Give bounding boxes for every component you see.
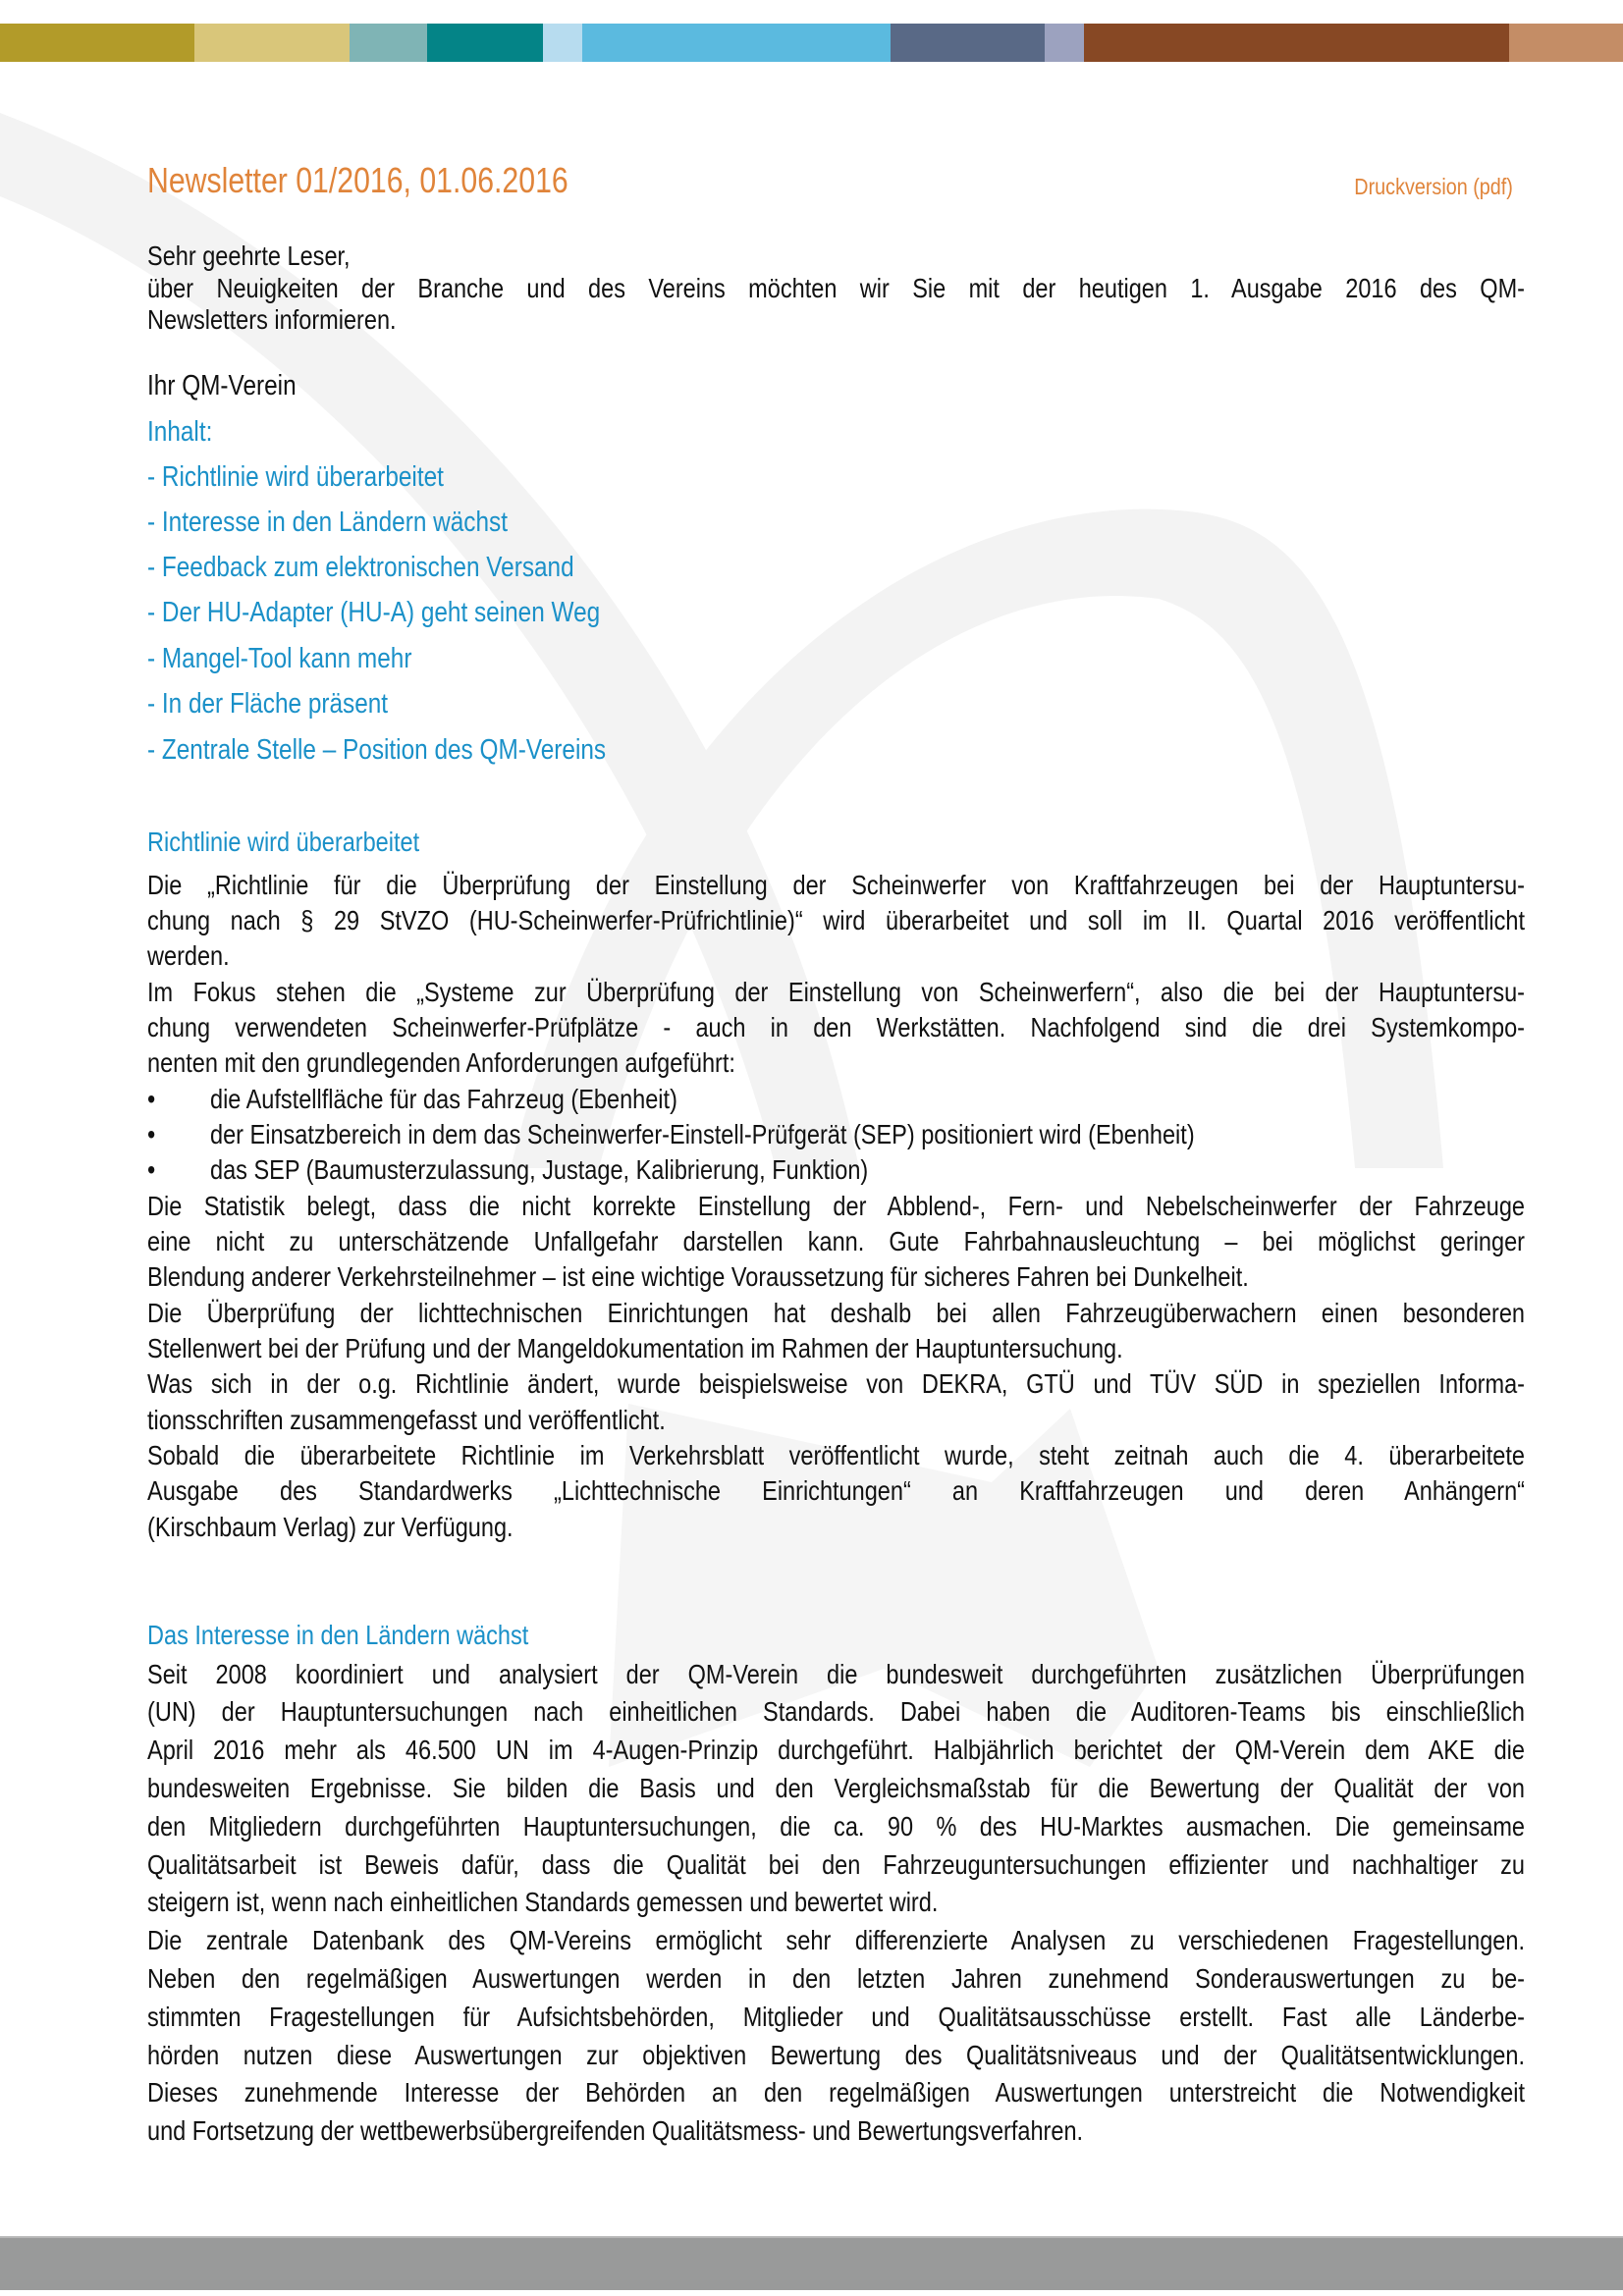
- paragraph-line: stimmten Fragestellungen für Aufsichtsbehörden, Mitglieder und Qualitätsausschüsse erstellt. Fast alle Länderbe-: [147, 2002, 1525, 2032]
- section-heading: Richtlinie wird überarbeitet: [147, 827, 420, 857]
- paragraph-line: den Mitgliedern durchgeführten Hauptuntersuchungen, die ca. 90 % des HU-Marktes ausmachen. Die gemeinsame: [147, 1811, 1525, 1842]
- bullet-item: der Einsatzbereich in dem das Scheinwerfer-Einstell-Prüfgerät (SEP) positioniert wird (Ebenheit): [210, 1119, 1195, 1149]
- paragraph-line: Ausgabe des Standardwerks „Lichttechnische Einrichtungen“ an Kraftfahrzeugen und deren Anhängern“: [147, 1475, 1525, 1506]
- paragraph-line: bundesweiten Ergebnisse. Sie bilden die Basis und den Vergleichsmaßstab für die Bewertung der Qualität der von: [147, 1773, 1525, 1803]
- toc-item[interactable]: - Der HU-Adapter (HU-A) geht seinen Weg: [147, 597, 601, 628]
- bullet-item: die Aufstellfläche für das Fahrzeug (Ebenheit): [210, 1084, 677, 1114]
- paragraph-line: (Kirschbaum Verlag) zur Verfügung.: [147, 1512, 514, 1542]
- bullet-icon: •: [147, 1154, 156, 1185]
- paragraph-line: April 2016 mehr als 46.500 UN im 4-Augen-Prinzip durchgeführt. Halbjährlich berichtet der QM-Verein dem AKE die: [147, 1735, 1525, 1765]
- toc-item[interactable]: - In der Fläche präsent: [147, 688, 389, 720]
- paragraph-line: chung verwendeten Scheinwerfer-Prüfplätze - auch in den Werkstätten. Nachfolgend sind die drei Systemkompo-: [147, 1012, 1525, 1042]
- paragraph-line: Im Fokus stehen die „Systeme zur Überprüfung der Einstellung von Scheinwerfern“, also die bei der Hauptuntersu-: [147, 977, 1525, 1007]
- salutation: Sehr geehrte Leser,: [147, 240, 351, 271]
- toc-item[interactable]: - Feedback zum elektronischen Versand: [147, 552, 574, 583]
- paragraph-line: Qualitätsarbeit ist Beweis dafür, dass die Qualität bei den Fahrzeuguntersuchungen effizienter und nachhaltiger zu: [147, 1849, 1525, 1880]
- paragraph-line: Stellenwert bei der Prüfung und der Mangeldokumentation im Rahmen der Hauptuntersuchung.: [147, 1333, 1123, 1363]
- print-version-link[interactable]: Druckversion (pdf): [1354, 174, 1513, 199]
- paragraph-line: Die Statistik belegt, dass die nicht korrekte Einstellung der Abblend-, Fern- und Nebelscheinwerfer der Fahrzeuge: [147, 1191, 1525, 1221]
- bullet-item: das SEP (Baumusterzulassung, Justage, Kalibrierung, Funktion): [210, 1154, 869, 1185]
- paragraph-line: chung nach § 29 StVZO (HU-Scheinwerfer-Prüfrichtlinie)“ wird überarbeitet und soll im II. Quartal 2016 veröffentlicht: [147, 905, 1525, 935]
- footer-bar: [0, 2236, 1623, 2290]
- paragraph-line: (UN) der Hauptuntersuchungen nach einheitlichen Standards. Dabei haben die Auditoren-Teams bis einschließlich: [147, 1696, 1525, 1727]
- toc-item[interactable]: - Interesse in den Ländern wächst: [147, 507, 508, 538]
- bullet-icon: •: [147, 1119, 156, 1149]
- section-heading: Das Interesse in den Ländern wächst: [147, 1620, 529, 1650]
- toc-item[interactable]: - Richtlinie wird überarbeitet: [147, 461, 444, 493]
- paragraph-line: eine nicht zu unterschätzende Unfallgefahr darstellen kann. Gute Fahrbahnausleuchtung – bei möglichst geringer: [147, 1226, 1525, 1256]
- paragraph-line: Seit 2008 koordiniert und analysiert der QM-Verein die bundesweit durchgeführten zusätzlichen Überprüfungen: [147, 1659, 1525, 1689]
- toc-item[interactable]: - Mangel-Tool kann mehr: [147, 643, 412, 674]
- paragraph-line: nenten mit den grundlegenden Anforderungen aufgeführt:: [147, 1047, 735, 1078]
- intro-line: Newsletters informieren.: [147, 304, 397, 335]
- paragraph-line: Neben den regelmäßigen Auswertungen werden in den letzten Jahren zunehmend Sonderauswertungen zu be-: [147, 1963, 1525, 1994]
- intro-line: über Neuigkeiten der Branche und des Vereins möchten wir Sie mit der heutigen 1. Ausgabe 2016 des QM-: [147, 273, 1525, 303]
- paragraph-line: tionsschriften zusammengefasst und veröffentlicht.: [147, 1405, 666, 1435]
- paragraph-line: Dieses zunehmende Interesse der Behörden an den regelmäßigen Auswertungen unterstreicht die Notwendigkeit: [147, 2077, 1525, 2108]
- toc-item[interactable]: - Zentrale Stelle – Position des QM-Vereins: [147, 734, 607, 766]
- signature: Ihr QM-Verein: [147, 370, 297, 401]
- paragraph-line: Sobald die überarbeitete Richtlinie im Verkehrsblatt veröffentlicht wurde, steht zeitnah auch die 4. überarbeitete: [147, 1440, 1525, 1470]
- paragraph-line: steigern ist, wenn nach einheitlichen Standards gemessen und bewertet wird.: [147, 1887, 939, 1917]
- paragraph-line: hörden nutzen diese Auswertungen zur objektiven Bewertung des Qualitätsniveaus und der Qualitätsentwicklungen.: [147, 2040, 1525, 2070]
- toc-label: Inhalt:: [147, 416, 213, 448]
- newsletter-title: Newsletter 01/2016, 01.06.2016: [147, 160, 568, 200]
- paragraph-line: Was sich in der o.g. Richtlinie ändert, wurde beispielsweise von DEKRA, GTÜ und TÜV SÜD in speziellen Informa-: [147, 1368, 1525, 1399]
- watermark-arc-left: [0, 113, 859, 1168]
- paragraph-line: Die zentrale Datenbank des QM-Vereins ermöglicht sehr differenzierte Analysen zu verschiedenen Fragestellungen.: [147, 1925, 1525, 1955]
- paragraph-line: und Fortsetzung der wettbewerbsübergreifenden Qualitätsmess- und Bewertungsverfahren.: [147, 2115, 1084, 2146]
- paragraph-line: Die „Richtlinie für die Überprüfung der Einstellung der Scheinwerfer von Kraftfahrzeugen bei der Hauptuntersu-: [147, 870, 1525, 900]
- paragraph-line: werden.: [147, 940, 230, 971]
- paragraph-line: Die Überprüfung der lichttechnischen Einrichtungen hat deshalb bei allen Fahrzeugüberwachern einen besonderen: [147, 1298, 1525, 1328]
- bullet-icon: •: [147, 1084, 156, 1114]
- paragraph-line: Blendung anderer Verkehrsteilnehmer – ist eine wichtige Voraussetzung für sicheres Fahren bei Dunkelheit.: [147, 1261, 1249, 1292]
